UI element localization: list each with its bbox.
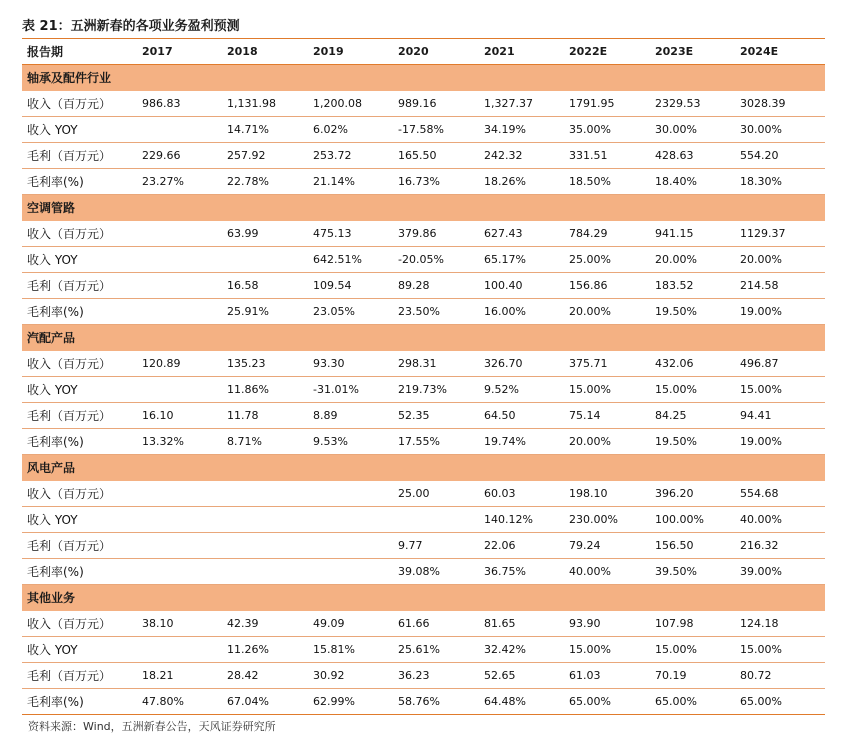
table-cell: 38.10 (142, 616, 174, 630)
table-cell: 21.14% (313, 175, 355, 188)
table-cell: 64.48% (484, 695, 526, 708)
table-cell (142, 533, 227, 559)
table-cell: 11.86% (227, 383, 269, 396)
table-cell: 25.00 (398, 486, 430, 500)
column-header: 2019 (313, 45, 344, 58)
row-label: 收入（百万元） (27, 96, 112, 111)
table-cell: 375.71 (569, 356, 608, 370)
table-cell: 65.00% (655, 695, 697, 708)
table-cell: 16.58 (227, 279, 259, 292)
table-row (22, 169, 825, 195)
table-cell: 80.72 (740, 669, 772, 682)
table-cell: 39.00% (740, 565, 782, 578)
table-cell: 60.03 (484, 486, 516, 500)
row-label: 毛利率(%) (27, 695, 84, 709)
table-cell: 23.27% (142, 175, 184, 188)
table-cell: 84.25 (655, 409, 687, 422)
table-cell: 554.68 (740, 486, 779, 500)
table-cell: 253.72 (313, 149, 352, 162)
table-cell: 28.42 (227, 669, 259, 682)
section-row (22, 195, 825, 221)
table-cell: 11.26% (227, 643, 269, 656)
header-row (22, 39, 825, 65)
table-cell: 40.00% (740, 513, 782, 526)
table-cell: 11.78 (227, 409, 259, 422)
table-cell: 18.21 (142, 669, 174, 682)
table-cell: 94.41 (740, 409, 772, 422)
table-cell: 42.39 (227, 616, 259, 630)
table-cell: 475.13 (313, 226, 352, 240)
table-row (22, 91, 825, 117)
table-cell: 58.76% (398, 695, 440, 708)
column-header: 2024E (740, 45, 779, 58)
table-cell: 61.03 (569, 669, 601, 682)
table-cell: 18.30% (740, 175, 782, 188)
row-label: 毛利（百万元） (27, 409, 112, 423)
table-cell: 9.53% (313, 435, 348, 448)
table-cell (227, 481, 313, 507)
table-cell: 52.65 (484, 669, 516, 682)
table-row (22, 559, 825, 585)
table-row (22, 481, 825, 507)
table-row (22, 273, 825, 299)
section-title: 其他业务 (27, 591, 76, 606)
table-cell: 229.66 (142, 149, 181, 162)
row-label: 收入（百万元） (27, 616, 112, 631)
column-header: 2021 (484, 45, 515, 58)
table-cell (227, 507, 313, 533)
table-cell (313, 507, 398, 533)
table-cell: 19.00% (740, 305, 782, 318)
table-cell: 65.17% (484, 253, 526, 266)
table-cell: 2329.53 (655, 96, 701, 110)
table-cell: 496.87 (740, 356, 779, 370)
table-cell: 15.00% (740, 643, 782, 656)
table-cell: 30.00% (655, 123, 697, 136)
table-cell: 326.70 (484, 356, 523, 370)
table-cell (142, 559, 227, 585)
section-title: 轴承及配件行业 (27, 71, 112, 86)
section-row (22, 585, 825, 611)
row-label: 毛利（百万元） (27, 279, 112, 293)
table-row (22, 403, 825, 429)
table-cell: 34.19% (484, 123, 526, 136)
table-cell: 19.74% (484, 435, 526, 448)
table-cell: 15.00% (740, 383, 782, 396)
table-cell (227, 559, 313, 585)
table-cell: 379.86 (398, 226, 437, 240)
table-cell (142, 299, 227, 325)
table-cell: 784.29 (569, 226, 608, 240)
table-cell: 23.05% (313, 305, 355, 318)
table-cell: 25.00% (569, 253, 611, 266)
table-row (22, 377, 825, 403)
table-cell: 40.00% (569, 565, 611, 578)
row-label: 收入 YOY (27, 253, 78, 267)
source-note: 资料来源：Wind，五洲新春公告，天风证券研究所 (28, 720, 276, 733)
table-cell: 396.20 (655, 486, 694, 500)
table-cell: 642.51% (313, 253, 362, 266)
column-header: 2023E (655, 45, 694, 58)
table-cell: 3028.39 (740, 96, 786, 110)
table-cell: 18.40% (655, 175, 697, 188)
table-cell: 30.00% (740, 123, 782, 136)
table-cell: 16.73% (398, 175, 440, 188)
table-cell: 36.75% (484, 565, 526, 578)
table-cell (142, 481, 227, 507)
table-cell: 109.54 (313, 279, 352, 292)
table-row (22, 143, 825, 169)
table-cell: 20.00% (569, 305, 611, 318)
table-cell: 65.00% (569, 695, 611, 708)
row-label: 毛利（百万元） (27, 149, 112, 163)
table-cell: 331.51 (569, 149, 608, 162)
table-row (22, 507, 825, 533)
table-cell: 120.89 (142, 356, 181, 370)
table-cell: 165.50 (398, 149, 437, 162)
row-label: 毛利率(%) (27, 565, 84, 579)
table-cell: 70.19 (655, 669, 687, 682)
table-title: 表 21：五洲新春的各项业务盈利预测 (22, 19, 240, 34)
table-cell: 17.55% (398, 435, 440, 448)
column-header: 2018 (227, 45, 258, 58)
table-cell: 257.92 (227, 149, 266, 162)
section-row (22, 455, 825, 481)
table-cell: 49.09 (313, 616, 345, 630)
row-label: 收入 YOY (27, 513, 78, 527)
table-cell: 20.00% (569, 435, 611, 448)
table-cell: 156.86 (569, 279, 608, 292)
table-cell: 1,131.98 (227, 96, 276, 110)
table-cell: 64.50 (484, 409, 516, 422)
table-cell: 6.02% (313, 123, 348, 136)
table-cell: 39.08% (398, 565, 440, 578)
table-cell: 9.52% (484, 383, 519, 396)
table-row (22, 299, 825, 325)
row-label: 收入（百万元） (27, 356, 112, 371)
table-cell: 140.12% (484, 513, 533, 526)
table-cell: 39.50% (655, 565, 697, 578)
table-cell: 79.24 (569, 539, 601, 552)
table-cell: 47.80% (142, 695, 184, 708)
table-row (22, 533, 825, 559)
table-cell: 15.81% (313, 643, 355, 656)
table-cell: 627.43 (484, 226, 523, 240)
table-cell (313, 481, 398, 507)
table-cell: 16.00% (484, 305, 526, 318)
table-cell (227, 247, 313, 273)
table-cell: 100.40 (484, 279, 523, 292)
section-row (22, 65, 825, 91)
row-label: 毛利率(%) (27, 435, 84, 449)
table-cell: 124.18 (740, 616, 779, 630)
section-title: 空调管路 (27, 201, 76, 216)
table-row (22, 637, 825, 663)
table-cell: 81.65 (484, 616, 516, 630)
table-cell: 8.71% (227, 435, 262, 448)
table-cell: 1791.95 (569, 96, 615, 110)
table-cell: 93.90 (569, 616, 601, 630)
table-cell (142, 507, 227, 533)
table-cell: 216.32 (740, 539, 779, 552)
table-cell: 242.32 (484, 149, 523, 162)
table-cell: 100.00% (655, 513, 704, 526)
table-cell (313, 533, 398, 559)
table-cell: 941.15 (655, 226, 694, 240)
table-cell: 61.66 (398, 616, 430, 630)
table-cell: 18.26% (484, 175, 526, 188)
table-cell: 432.06 (655, 356, 694, 370)
table-cell: 18.50% (569, 175, 611, 188)
table-cell: 25.91% (227, 305, 269, 318)
table-cell: 63.99 (227, 226, 259, 240)
table-cell: 19.50% (655, 305, 697, 318)
column-header: 2020 (398, 45, 429, 58)
table-cell (313, 559, 398, 585)
table-cell: 219.73% (398, 383, 447, 396)
table-cell: 15.00% (655, 383, 697, 396)
table-cell: 1,327.37 (484, 96, 533, 110)
row-label: 收入 YOY (27, 383, 78, 397)
row-label: 收入（百万元） (27, 486, 112, 501)
row-label: 收入 YOY (27, 123, 78, 137)
table-cell: 15.00% (569, 643, 611, 656)
row-label: 毛利（百万元） (27, 539, 112, 553)
table-cell (142, 117, 227, 143)
table-cell: 23.50% (398, 305, 440, 318)
table-row (22, 611, 825, 637)
section-title: 汽配产品 (27, 331, 76, 346)
table-cell: 8.89 (313, 409, 338, 422)
row-label: 毛利率(%) (27, 305, 84, 319)
table-cell: 89.28 (398, 279, 430, 292)
table-cell: -31.01% (313, 383, 359, 396)
table-cell: 9.77 (398, 539, 423, 552)
table-row (22, 247, 825, 273)
table-cell: 183.52 (655, 279, 694, 292)
table-cell: 19.50% (655, 435, 697, 448)
table-cell: 230.00% (569, 513, 618, 526)
table-cell: 986.83 (142, 96, 181, 110)
table-cell: 14.71% (227, 123, 269, 136)
table-cell: 65.00% (740, 695, 782, 708)
table-cell (398, 507, 484, 533)
table-cell (142, 273, 227, 299)
table-cell: -17.58% (398, 123, 444, 136)
row-label: 收入 YOY (27, 643, 78, 657)
table-row (22, 117, 825, 143)
row-label: 毛利率(%) (27, 175, 84, 189)
table-row (22, 663, 825, 689)
table-cell: 298.31 (398, 356, 437, 370)
table-cell: 32.42% (484, 643, 526, 656)
table-row (22, 429, 825, 455)
table-cell: 1129.37 (740, 226, 786, 240)
table-cell: 554.20 (740, 149, 779, 162)
column-header: 2022E (569, 45, 608, 58)
section-title: 风电产品 (27, 461, 76, 476)
section-row (22, 325, 825, 351)
table-cell: 20.00% (655, 253, 697, 266)
table-cell (142, 221, 227, 247)
table-cell: 16.10 (142, 409, 174, 422)
table-row (22, 689, 825, 715)
table-row (22, 351, 825, 377)
table-cell: 22.78% (227, 175, 269, 188)
table-cell: 62.99% (313, 695, 355, 708)
table-cell: 989.16 (398, 96, 437, 110)
table-body (22, 65, 825, 715)
table-cell: 1,200.08 (313, 96, 362, 110)
table-cell: 428.63 (655, 149, 694, 162)
table-cell: 13.32% (142, 435, 184, 448)
table-cell: 15.00% (569, 383, 611, 396)
table-cell: 93.30 (313, 356, 345, 370)
table-cell: 52.35 (398, 409, 430, 422)
table-row (22, 221, 825, 247)
row-label: 毛利（百万元） (27, 669, 112, 683)
table-cell: 36.23 (398, 669, 430, 682)
table-cell: 67.04% (227, 695, 269, 708)
table-cell: 75.14 (569, 409, 601, 422)
table-cell: 135.23 (227, 356, 266, 370)
table-cell (142, 377, 227, 403)
table-cell: 22.06 (484, 539, 516, 552)
table-cell: 198.10 (569, 486, 608, 500)
table-cell: 20.00% (740, 253, 782, 266)
table-cell (142, 637, 227, 663)
column-header: 2017 (142, 45, 173, 58)
table-cell: 19.00% (740, 435, 782, 448)
table-cell: 25.61% (398, 643, 440, 656)
column-header: 报告期 (27, 45, 64, 59)
table-cell: 35.00% (569, 123, 611, 136)
forecast-table (22, 38, 825, 715)
row-label: 收入（百万元） (27, 226, 112, 241)
table-cell: 156.50 (655, 539, 694, 552)
table-cell (227, 533, 313, 559)
table-cell: 15.00% (655, 643, 697, 656)
table-cell: 107.98 (655, 616, 694, 630)
table-cell (142, 247, 227, 273)
table-cell: 214.58 (740, 279, 779, 292)
table-cell: -20.05% (398, 253, 444, 266)
table-cell: 30.92 (313, 669, 345, 682)
